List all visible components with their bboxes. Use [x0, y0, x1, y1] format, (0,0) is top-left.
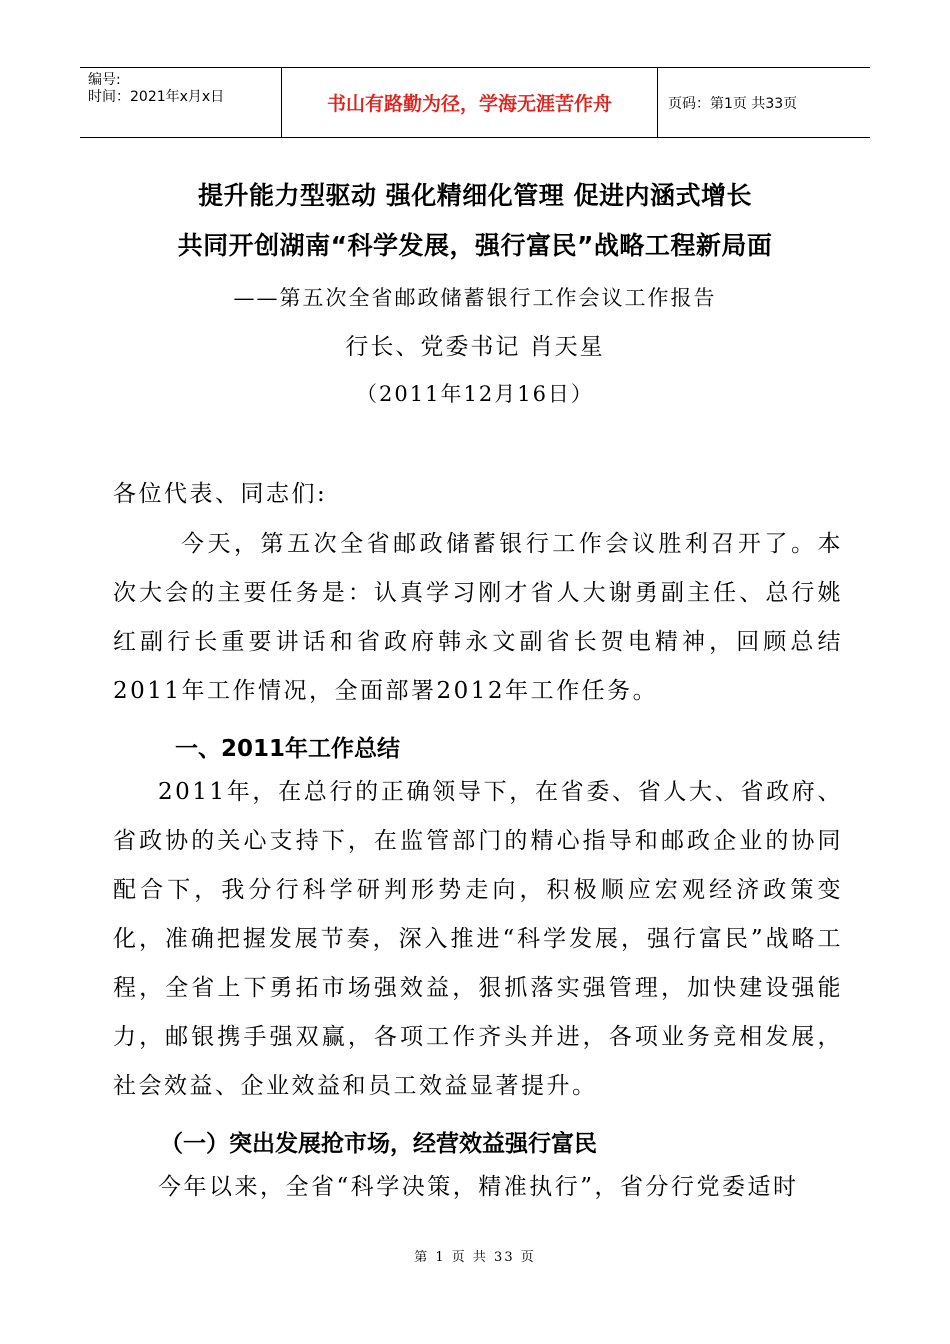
title-line-2: 共同开创湖南“科学发展，强行富民”战略工程新局面	[177, 231, 773, 260]
section-heading-1: 一、2011年工作总结	[175, 736, 401, 762]
header-table	[80, 67, 870, 138]
title-line-1: 提升能力型驱动 强化精细化管理 促进内涵式增长	[198, 181, 752, 210]
paragraph-3: 今年以来，全省“科学决策，精准执行”，省分行党委适时	[158, 1174, 799, 1200]
paragraph-1: 今天，第五次全省邮政储蓄银行工作会议胜利召开了。本次大会的主要任务是：认真学习刚才省人大谢勇副主任、总行姚红副行长重要讲话和省政府韩永文副省长贺电精神，回顾总结2011年工作情况，全面部署2012年工作任务。	[113, 531, 843, 704]
date-line: （2011年12月16日）	[356, 382, 594, 406]
author-line: 行长、党委书记 肖天星	[345, 334, 605, 360]
section-heading-2: （一）突出发展抢市场，经营效益强行富民	[160, 1131, 597, 1157]
page-footer: 第 1 页 共 33 页	[414, 1250, 536, 1265]
header-page-info: 页码：第1页 共33页	[668, 95, 798, 112]
number-label: 编号:	[88, 72, 121, 88]
header-meta	[80, 68, 282, 137]
salutation: 各位代表、同志们:	[113, 481, 328, 507]
date-label: 时间：2021年x月x日	[88, 89, 225, 105]
subtitle: ——第五次全省邮政储蓄银行工作会议工作报告	[233, 286, 717, 310]
header-motto: 书山有路勤为径，学海无涯苦作舟	[282, 68, 658, 137]
paragraph-2: 2011年，在总行的正确领导下，在省委、省人大、省政府、省政协的关心支持下，在监管部门的精心指导和邮政企业的协同配合下，我分行科学研判形势走向，积极顺应宏观经济政策变化，准确把握发展节奏，深入推进“科学发展，强行富民”战略工程，全省上下勇拓市场强效益，狠抓落实强管理，加快建设强能力，邮银携手强双赢，各项工作齐头并进，各项业务竞相发展，社会效益、企业效益和员工效益显著提升。	[113, 779, 843, 1099]
